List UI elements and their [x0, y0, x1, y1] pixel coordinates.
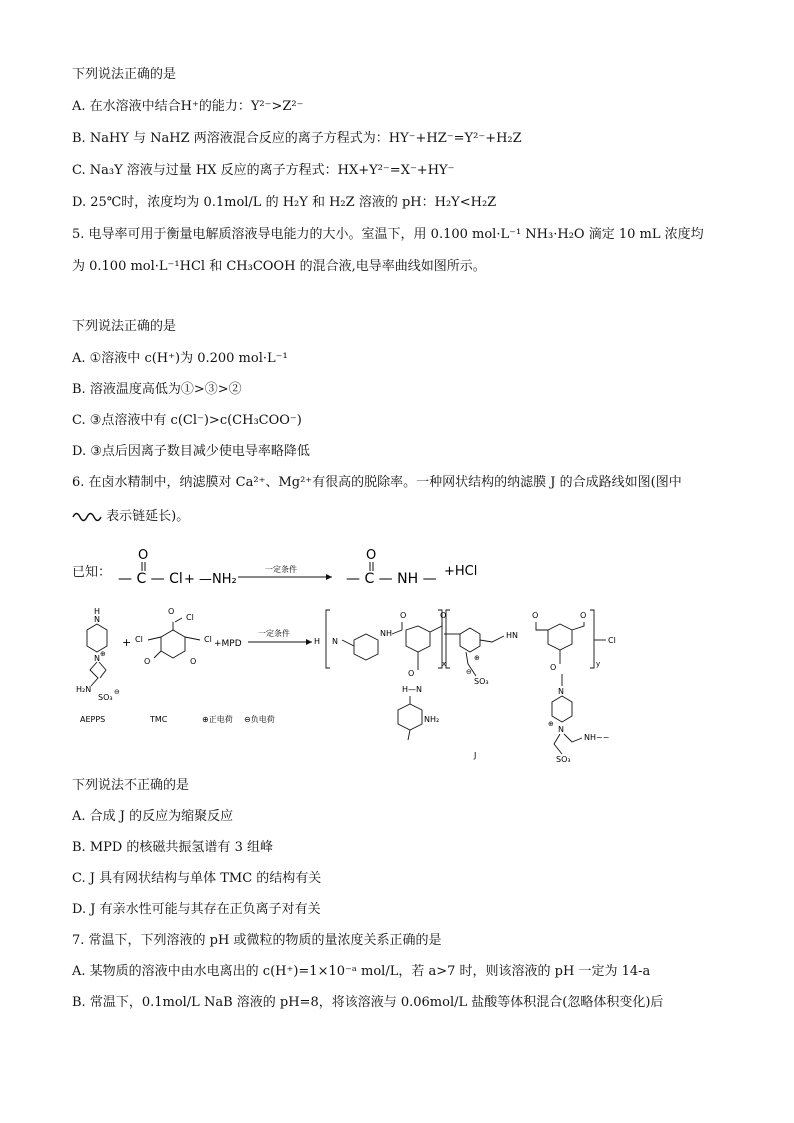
svg-text:O: O [440, 611, 447, 620]
q4-option-a: A. 在水溶液中结合H⁺的能力：Y²⁻>Z²⁻ [72, 99, 304, 114]
svg-text:NH₂: NH₂ [424, 715, 440, 724]
q6-option-b: B. MPD 的核磁共振氢谱有 3 组峰 [72, 840, 273, 855]
svg-text:Cl: Cl [135, 635, 143, 644]
q6-stem-line2 [72, 508, 189, 526]
known-reaction-figure [110, 545, 500, 590]
svg-text:Cl: Cl [186, 613, 194, 622]
known-condition: 一定条件 [265, 565, 297, 574]
svg-text:⊖: ⊖ [466, 668, 472, 676]
svg-text:⊕: ⊕ [474, 654, 480, 662]
q6-option-a: A. 合成 J 的反应为缩聚反应 [72, 809, 234, 824]
negative-charge-legend: ⊖负电荷 [244, 715, 275, 724]
synthesis-scheme-figure [62, 600, 732, 765]
acyl-oxygen: O [138, 548, 149, 563]
acyl-chloride: — C — Cl [118, 571, 183, 587]
svg-text:O: O [408, 669, 415, 678]
amide-product: — C — NH — [346, 571, 437, 587]
q5-option-a: A. ①溶液中 c(H⁺)为 0.200 mol·L⁻¹ [72, 351, 288, 366]
q7-option-b: B. 常温下，0.1mol/L NaB 溶液的 pH=8，将该溶液与 0.06mol/L 盐酸等体积混合(忽略体积变化)后 [72, 995, 664, 1010]
svg-text:SO₃: SO₃ [474, 677, 489, 686]
svg-text:O: O [400, 611, 407, 620]
svg-text:O: O [144, 657, 151, 666]
svg-text:N: N [558, 687, 564, 696]
q6-known-label: 已知： [72, 565, 112, 580]
product-oxygen: O [366, 548, 377, 563]
svg-text:H₂N: H₂N [76, 685, 92, 694]
svg-text:SO₃: SO₃ [98, 693, 113, 702]
q4-option-b: B. NaHY 与 NaHZ 两溶液混合反应的离子方程式为：HY⁻+HZ⁻=Y²⁻+H₂Z [72, 131, 522, 146]
x-subscript: x [442, 660, 447, 668]
svg-text:N: N [332, 637, 338, 646]
svg-text:O: O [580, 611, 587, 620]
svg-text:⊖: ⊖ [114, 688, 120, 696]
q5-option-b: B. 溶液温度高低为①>③>② [72, 382, 242, 397]
svg-text:N: N [94, 654, 100, 663]
svg-text:⊕: ⊕ [100, 650, 106, 658]
y-subscript: y [596, 660, 601, 668]
q4-prompt: 下列说法正确的是 [72, 67, 177, 82]
svg-text:Cl: Cl [204, 635, 212, 644]
svg-text:⊕: ⊕ [548, 720, 554, 728]
q5-stem-line2: 为 0.100 mol·L⁻¹HCl 和 CH₃COOH 的混合液,电导率曲线如图所示。 [72, 259, 486, 274]
mpd-label: +MPD [214, 639, 242, 649]
hcl-byproduct: +HCl [444, 564, 478, 579]
q6-option-d: D. J 有亲水性可能与其存在正负离子对有关 [72, 902, 321, 917]
svg-text:+: + [122, 636, 132, 649]
svg-text:HN: HN [506, 631, 518, 640]
positive-charge-legend: ⊕正电荷 [202, 715, 233, 724]
q7-option-a: A. 某物质的溶液中由水电离出的 c(H⁺)=1×10⁻ᵃ mol/L，若 a>7 时，则该溶液的 pH 一定为 14-a [72, 964, 651, 979]
q5-option-d: D. ③点后因离子数目减少使电导率略降低 [72, 444, 310, 459]
svg-text:O: O [550, 663, 557, 672]
tmc-label: TMC [150, 715, 168, 724]
svg-text:N: N [94, 615, 100, 624]
q6-option-c: C. J 具有网状结构与单体 TMC 的结构有关 [72, 871, 322, 886]
svg-text:H—N: H—N [402, 685, 422, 694]
svg-text:NH: NH [380, 629, 392, 638]
svg-text:O: O [190, 657, 197, 666]
q6-stem-line1: 6. 在卤水精制中，纳滤膜对 Ca²⁺、Mg²⁺有很高的脱除率。一种网状结构的纳滤膜 J 的合成路线如图(图中 [72, 475, 682, 490]
amine-reagent: + —NH₂ [184, 572, 237, 587]
svg-text:H: H [314, 637, 321, 646]
svg-text:N: N [558, 725, 564, 734]
wavy-chain-icon [72, 510, 102, 524]
scheme-condition: 一定条件 [258, 629, 290, 638]
svg-text:Cl: Cl [608, 636, 616, 645]
q7-stem: 7. 常温下，下列溶液的 pH 或微粒的物质的量浓度关系正确的是 [72, 933, 442, 948]
q5-option-c: C. ③点溶液中有 c(Cl⁻)>c(CH₃COO⁻) [72, 413, 302, 428]
aepps-label: AEPPS [80, 715, 106, 724]
svg-text:NH~~: NH~~ [584, 733, 610, 742]
q4-option-d: D. 25℃时，浓度均为 0.1mol/L 的 H₂Y 和 H₂Z 溶液的 pH：H₂Y<H₂Z [72, 195, 497, 210]
product-j-label: J [474, 751, 477, 760]
q4-option-c: C. Na₃Y 溶液与过量 HX 反应的离子方程式：HX+Y²⁻=X⁻+HY⁻ [72, 163, 455, 178]
q6-stem-line2-text: 表示链延长)。 [106, 509, 190, 524]
svg-text:SO₃: SO₃ [556, 755, 571, 764]
svg-text:O: O [532, 611, 539, 620]
q6-prompt: 下列说法不正确的是 [72, 778, 190, 793]
q5-stem-line1: 5. 电导率可用于衡量电解质溶液导电能力的大小。室温下，用 0.100 mol·L⁻¹ NH₃·H₂O 滴定 10 mL 浓度均 [72, 227, 704, 242]
svg-text:O: O [168, 607, 175, 616]
q5-prompt: 下列说法正确的是 [72, 319, 177, 334]
svg-text:H: H [94, 607, 101, 616]
